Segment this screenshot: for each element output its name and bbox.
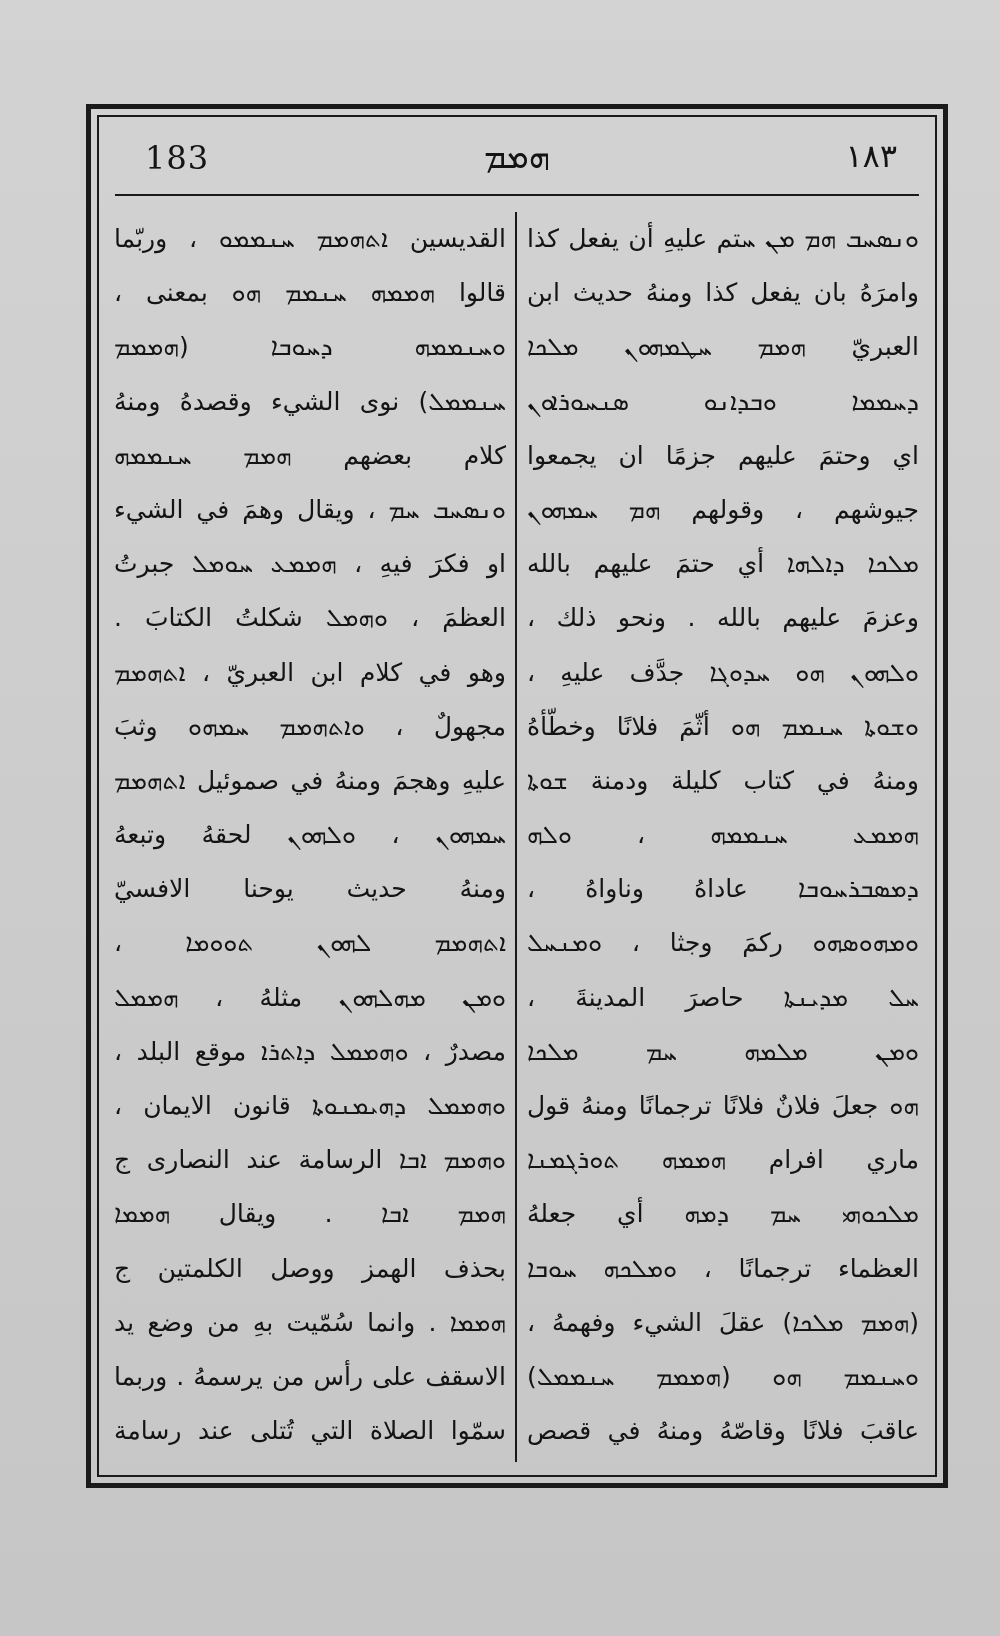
text-line: ܘܫܘܬܐ ܚܢܡܡ ܗܘ أثّمَ فلانًا وخطّأهُ (527, 711, 919, 741)
text-line: عاقبَ فلانًا وقاصّهُ ومنهُ في قصص (527, 1416, 919, 1446)
text-line: العظمَ ، ܘܗܡܠ شكلتُ الكتابَ . (114, 603, 506, 633)
right-column (527, 212, 919, 1464)
text-line: جيوشهم ، وقولهم ܗܡ ܚܡܗܘܢ (527, 494, 919, 524)
text-line: ومنهُ حديث يوحنا الافسيّ (114, 874, 506, 904)
text-line: ܘܢܣܚܒ ܚܡ ، ويقال وهمَ في الشيء (114, 494, 506, 524)
text-line: وعزمَ عليهم بالله . ونحو ذلك ، (527, 603, 919, 633)
left-column (114, 212, 506, 1464)
text-line: ܚܠ ܡܕܝܢܬܐ حاصرَ المدينةَ ، (527, 982, 919, 1012)
text-line: كلام بعضهم ܗܡܡ ܚܢܡܡܗ (114, 440, 506, 470)
text-line: ܕܡܣܒܪܚܘܒܐ عاداهُ وناواهُ ، (527, 874, 919, 904)
text-line: ماري افرام ܗܡܡܗ ܬܘܪܓܡܢܐ (527, 1145, 919, 1175)
text-line: قالوا ܗܡܡܗ ܚܢܡܡ ܗܘ بمعنى ، (114, 278, 506, 308)
text-line: مجهولٌ ، ܘܐܬܗܡܡ ܚܡܗܘ وثبَ (114, 711, 506, 741)
text-line: وهو في كلام ابن العبريّ ، ܐܬܗܡܡ (114, 657, 506, 687)
page-header (115, 135, 919, 195)
text-line: ܡܠܟܐ ܕܐܠܗܐ أي حتمَ عليهم بالله (527, 549, 919, 579)
text-line: ܘܡܢ ܡܗܠܗܘܢ مثلهُ ، ܗܡܡܠ (114, 982, 506, 1012)
text-line: ܘܚܢܡܡ ܗܘ (ܗܡܡܡ ܚܢܡܡܠ) (527, 1361, 919, 1391)
text-line: ܘܢܣܚܒ ܗܡ ܡܢ ܚتم عليهِ أن يفعل كذا (527, 224, 919, 253)
text-line: ܗܘ جعلَ فلانٌ فلانًا ترجمانًا ومنهُ قول (527, 1091, 919, 1120)
text-line: ܗܡܡ ܐܒܐ . ويقال ܗܡܡܐ (114, 1199, 506, 1229)
text-line: ܡܠܟܘܗܝ ܚܡ ܕܡܗ أي جعلهُ (527, 1199, 919, 1229)
text-line: العظماء ترجمانًا ، ܘܡܠܟܗ ܚܘܒܐ (527, 1253, 919, 1283)
text-line: ومنهُ في كتاب كليلة ودمنة ܫܘܬܐ (527, 765, 919, 795)
text-line: مصدرٌ ، ܘܗܡܡܠ ܕܐܬܪܐ موقع البلد ، (114, 1036, 506, 1066)
text-line: (ܗܡܡ ܡܠܟܐ) عقلَ الشيء وفهمهُ ، (527, 1307, 919, 1337)
text-line: سمّوا الصلاة التي تُتلى عند رسامة (114, 1416, 506, 1446)
page-number-arabic: ١٨٣ (845, 137, 897, 175)
header-rule (115, 194, 919, 196)
text-line: او فكرَ فيهِ ، ܗܡܡܥ ܚܘܡܠ جبرتُ (114, 549, 506, 579)
text-line: ܘܡܢ ܡܠܡܗ ܚܡ ܡܠܟܐ (527, 1036, 919, 1066)
column-divider (515, 212, 517, 1462)
text-line: ܗܡܡܐ . وانما سُمّيت بهِ من وضع يد (114, 1307, 506, 1337)
text-line: العبريّ ܗܡܡ ܚܛܡܗܘܢ ܡܠܟܐ (527, 332, 919, 362)
text-line: ܐܬܗܡܡ ܠܗܘܢ ܬܘܘܡܐ ، (114, 928, 506, 958)
text-line: ܘܚܢܡܡܗ ܕܚܘܒܐ (ܗܡܡܡ (114, 332, 506, 362)
page-number-latin: 183 (145, 139, 210, 177)
running-head: ܗܡܡ (483, 137, 551, 177)
text-line: ܕܚܡܡܐ ܘܒܕܐܢܘ ܣܢܚܘܪܐܘܢ (527, 386, 919, 416)
text-line: ܘܡܗܘܣܗܘ ركمَ وجثا ، ܘܡܢܚܠ (527, 928, 919, 958)
text-line: ܘܗܡܡ ܐܒܐ الرسامة عند النصارى ج (114, 1145, 506, 1175)
text-line: وامرَهُ بان يفعل كذا ومنهُ حديث ابن (527, 278, 919, 308)
text-line: القديسين ܐܬܗܡܡ ܚܢܡܡܘ ، وربّما (114, 224, 506, 253)
text-line: اي وحتمَ عليهم جزمًا ان يجمعوا (527, 440, 919, 470)
text-line: بحذف الهمز ووصل الكلمتين ج (114, 1253, 506, 1283)
text-line: ܚܡܗܘܢ ، ܘܠܗܘܢ لحقهُ وتبعهُ (114, 820, 506, 850)
text-line: عليهِ وهجمَ ومنهُ في صموئيل ܐܬܗܡܡ (114, 765, 506, 795)
text-line: ܘܗܡܡܠ ܕܗܝܡܢܘܬܐ قانون الايمان ، (114, 1091, 506, 1120)
text-line: ܚܢܡܡܠ) نوى الشيء وقصدهُ ومنهُ (114, 386, 506, 416)
text-line: ܗܡܡܥ ܚܢܡܡܗ ، ܘܠܗ (527, 820, 919, 850)
text-line: الاسقف على رأس من يرسمهُ . وربما (114, 1361, 506, 1391)
text-line: ܘܠܗܘܢ ܗܘ ܚܕܘܓܐ جدَّف عليهِ ، (527, 657, 919, 687)
